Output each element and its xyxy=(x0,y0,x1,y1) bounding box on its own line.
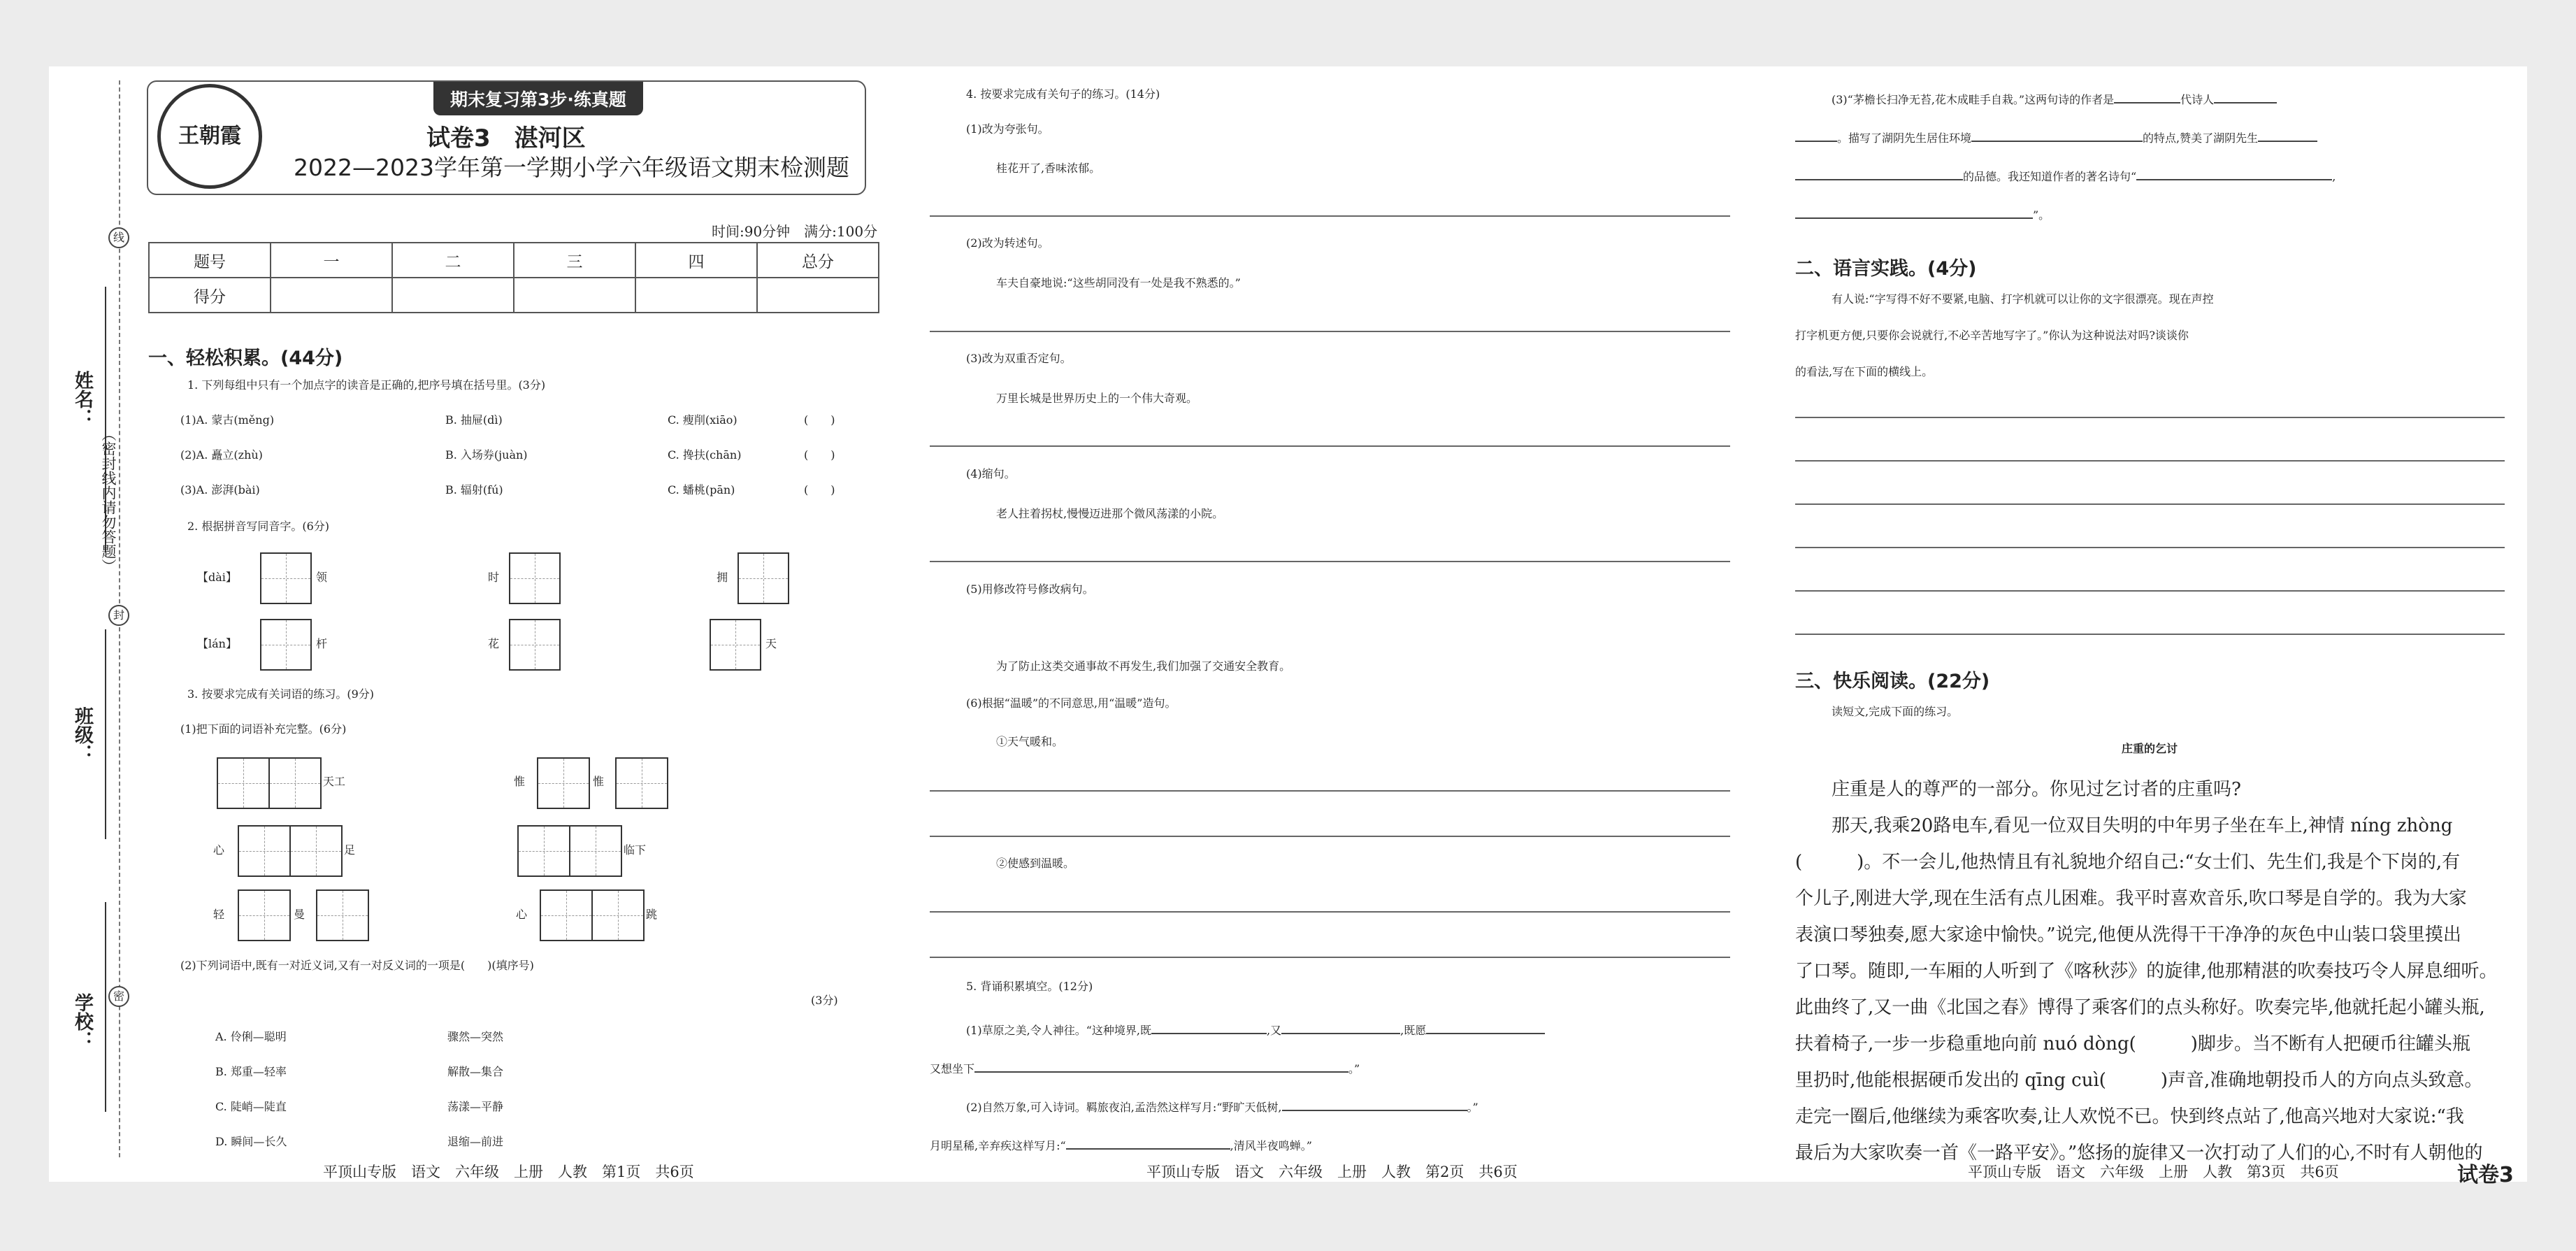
q5-text: ”。 xyxy=(2033,208,2050,222)
fill-blank[interactable] xyxy=(974,1055,1348,1073)
char-box[interactable] xyxy=(260,619,312,671)
char-box[interactable] xyxy=(509,619,561,671)
q4-sentence: 桂花开了,香味浓郁。 xyxy=(996,162,1101,175)
writing-line[interactable] xyxy=(1795,503,2505,505)
q3-prompt: 3. 按要求完成有关词语的练习。(9分) xyxy=(187,687,375,701)
q5-3-line2 xyxy=(1795,124,2317,145)
q5-text: ,又 xyxy=(1267,1024,1282,1037)
seal-mark-secret: 密 xyxy=(108,986,129,1007)
word-hint: 天工 xyxy=(323,775,346,788)
choice-option: 解散—集合 xyxy=(447,1065,504,1078)
q1-answer-blank[interactable]: ( ) xyxy=(804,413,835,427)
header-badge: 期末复习第3步·练真题 xyxy=(433,82,643,115)
seal-note: （密封线内请勿答题） xyxy=(100,427,117,573)
name-label: 姓名： xyxy=(71,371,93,427)
word-hint: 惟 xyxy=(514,775,526,788)
q2-prompt: 2. 根据拼音写同音字。(6分) xyxy=(187,520,330,533)
q5-2-line2 xyxy=(930,1131,1312,1153)
word-box[interactable] xyxy=(569,825,622,877)
q5-text: ,清风半夜鸣蝉。” xyxy=(1230,1139,1312,1152)
fill-blank[interactable] xyxy=(1151,1016,1267,1034)
pinyin-label: 【dài】 xyxy=(197,571,237,584)
writing-line[interactable] xyxy=(1795,547,2505,548)
q5-1-line xyxy=(966,1016,1545,1038)
writing-line[interactable] xyxy=(1795,417,2505,418)
q1-prompt: 1. 下列每组中只有一个加点字的读音是正确的,把序号填在括号里。(3分) xyxy=(187,378,546,392)
char-hint: 时 xyxy=(488,571,500,584)
section-2-text: 打字机更方便,只要你会说就行,不必辛苦地写字了。”你认为这种说法对吗?谈谈你 xyxy=(1795,329,2189,342)
reading-paragraph: 里扔时,他能根据硬币发出的 qīng cuì( )声音,准确地朝投币人的方向点头致意。 xyxy=(1795,1070,2483,1091)
q1-option: (2)A. 矗立(zhù) xyxy=(180,448,263,462)
reading-paragraph: 表演口琴独奏,愿大家途中愉快。”说完,他便从洗得干干净净的灰色中山装口袋里摸出 xyxy=(1795,924,2461,945)
q5-3-line3 xyxy=(1795,162,2336,184)
score-label: 得分 xyxy=(149,278,271,313)
q5-text: 代诗人 xyxy=(2180,93,2215,106)
answer-line[interactable] xyxy=(930,911,1730,913)
q5-text: ,既愿 xyxy=(1400,1024,1427,1037)
word-box[interactable] xyxy=(591,889,645,941)
q4-sub-prompt: (6)根据“温暖”的不同意思,用“温暖”造句。 xyxy=(966,696,1177,710)
q4-sentence: ①天气暖和。 xyxy=(996,735,1064,748)
choice-option: B. 郑重—轻率 xyxy=(215,1065,287,1078)
word-hint: 临下 xyxy=(624,843,647,857)
word-hint: 心 xyxy=(213,843,225,857)
reading-paragraph: 走完一圈后,他继续为乘客吹奏,让人欢悦不已。快到终点站了,他高兴地对大家说:“我 xyxy=(1795,1106,2464,1127)
score-head: 总分 xyxy=(757,243,879,278)
section-2-title: 二、语言实践。(4分) xyxy=(1795,258,1977,280)
q5-prompt: 5. 背诵积累填空。(12分) xyxy=(966,980,1093,993)
q5-text: , xyxy=(2332,170,2336,183)
q5-3-line xyxy=(1832,85,2277,107)
q1-option: C. 瘦削(xiāo) xyxy=(668,413,737,427)
choice-option: D. 瞬间—长久 xyxy=(215,1135,287,1148)
q5-text: 的品德。我还知道作者的著名诗句“ xyxy=(1963,170,2137,183)
reading-paragraph: 此曲终了,又一曲《北国之春》博得了乘客们的点头称好。吹奏完毕,他就托起小罐头瓶, xyxy=(1795,997,2485,1018)
seal-mark-line: 线 xyxy=(108,227,129,248)
reading-paragraph: 了口琴。随即,一车厢的人听到了《喀秋莎》的旋律,他那精湛的吹奏技巧令人屏息细听。 xyxy=(1795,961,2498,982)
q5-text: 。” xyxy=(1467,1101,1478,1114)
score-cell[interactable] xyxy=(635,278,757,313)
char-box[interactable] xyxy=(509,552,561,604)
writing-line[interactable] xyxy=(1795,590,2505,592)
fill-blank[interactable] xyxy=(1282,1093,1467,1111)
word-hint: 跳 xyxy=(646,908,658,921)
writing-line[interactable] xyxy=(1795,634,2505,635)
section-2-text: 有人说:“字写得不好不要紧,电脑、打字机就可以让你的文字很漂亮。现在声控 xyxy=(1832,292,2214,306)
fill-blank[interactable] xyxy=(1795,162,1963,180)
reading-paragraph: 扶着椅子,一步一步稳重地向前 nuó dòng( )脚步。当不断有人把硬币往罐头瓶 xyxy=(1795,1034,2470,1055)
time-score: 时间:90分钟 满分:100分 xyxy=(712,223,878,240)
q3-2-prompt: (2)下列词语中,既有一对近义词,又有一对反义词的一项是( )(填序号) xyxy=(180,959,534,972)
q5-text: 的特点,赞美了湖阴先生 xyxy=(2143,131,2259,145)
q3-2-score: (3分) xyxy=(811,994,838,1007)
q1-answer-blank[interactable]: ( ) xyxy=(804,448,835,462)
char-box[interactable] xyxy=(737,552,789,604)
fill-blank[interactable] xyxy=(2136,162,2332,180)
q1-option: C. 搀扶(chān) xyxy=(668,448,742,462)
fill-blank[interactable] xyxy=(1426,1016,1545,1034)
page-footer: 平顶山专版 语文 六年级 上册 人教 第2页 共6页 xyxy=(1146,1164,1518,1180)
choice-option: A. 伶俐—聪明 xyxy=(215,1030,287,1043)
answer-line[interactable] xyxy=(930,561,1730,562)
fill-blank[interactable] xyxy=(2214,85,2277,103)
word-box[interactable] xyxy=(517,825,570,877)
q5-text: (3)“茅檐长扫净无苔,花木成畦手自栽。”这两句诗的作者是 xyxy=(1832,93,2115,106)
q5-text: (1)草原之美,令人神往。“这种境界,既 xyxy=(966,1024,1152,1037)
reading-title: 庄重的乞讨 xyxy=(2122,742,2178,755)
reading-paragraph: 那天,我乘20路电车,看见一位双目失明的中年男子坐在车上,神情 níng zhòng xyxy=(1832,815,2453,836)
brand-logo: 王朝霞 xyxy=(157,84,262,189)
word-hint: 轻 xyxy=(213,908,225,921)
fill-blank[interactable] xyxy=(1281,1016,1400,1034)
q1-option: B. 入场券(juàn) xyxy=(445,448,528,462)
fill-blank[interactable] xyxy=(1795,201,2033,219)
char-hint: 天 xyxy=(765,637,777,650)
q4-sub-prompt: (1)改为夸张句。 xyxy=(966,122,1049,136)
reading-paragraph: ( )。不一会儿,他热情且有礼貌地介绍自己:“女士们、先生们,我是个下岗的,有 xyxy=(1795,852,2461,873)
fill-blank[interactable] xyxy=(1971,124,2143,142)
reading-paragraph: 个儿子,刚进大学,现在生活有点儿困难。我平时喜欢音乐,吹口琴是自学的。我为大家 xyxy=(1795,888,2467,909)
section-3-instruction: 读短文,完成下面的练习。 xyxy=(1832,705,1959,718)
class-label: 班级： xyxy=(71,706,93,763)
fill-blank[interactable] xyxy=(1795,124,1837,142)
q1-option: (3)A. 澎湃(bài) xyxy=(180,483,260,496)
q4-sub-prompt: (2)改为转述句。 xyxy=(966,236,1049,250)
q4-sentence: 老人拄着拐杖,慢慢迈进那个微风荡漾的小院。 xyxy=(996,507,1224,520)
fill-blank[interactable] xyxy=(2114,85,2180,103)
q1-option: B. 辐射(fú) xyxy=(445,483,503,496)
char-hint: 花 xyxy=(488,637,500,650)
word-hint: 足 xyxy=(344,843,356,857)
choice-option: 骤然—突然 xyxy=(447,1030,504,1043)
page-footer: 平顶山专版 语文 六年级 上册 人教 第3页 共6页 xyxy=(1968,1164,2339,1180)
q4-sentence: 万里长城是世界历史上的一个伟大奇观。 xyxy=(996,392,1198,405)
seal-mark-seal: 封 xyxy=(108,605,129,626)
section-3-title: 三、快乐阅读。(22分) xyxy=(1795,671,1990,692)
score-head: 一 xyxy=(271,243,392,278)
word-box[interactable] xyxy=(217,757,270,809)
q5-2-line xyxy=(966,1093,1478,1115)
q4-sub-prompt: (4)缩句。 xyxy=(966,467,1016,480)
choice-option: 退缩—前进 xyxy=(447,1135,504,1148)
answer-line[interactable] xyxy=(930,445,1730,447)
score-head: 三 xyxy=(514,243,635,278)
answer-line[interactable] xyxy=(930,790,1730,792)
q5-text: 。” xyxy=(1348,1062,1360,1075)
exam-title: 试卷3 湛河区 xyxy=(426,124,586,152)
word-box[interactable] xyxy=(537,757,590,809)
char-box[interactable] xyxy=(260,552,312,604)
q4-sub-prompt: (5)用修改符号修改病句。 xyxy=(966,582,1094,596)
exam-tag: 试卷3 xyxy=(2457,1163,2514,1187)
q5-text: (2)自然万象,可入诗词。羁旅夜泊,孟浩然这样写月:“野旷天低树, xyxy=(966,1101,1282,1114)
word-box[interactable] xyxy=(615,757,668,809)
choice-option: 荡漾—平静 xyxy=(447,1100,504,1113)
score-cell[interactable] xyxy=(271,278,392,313)
q5-text: 月明星稀,辛弃疾这样写月:“ xyxy=(930,1139,1066,1152)
word-hint: 曼 xyxy=(294,908,305,921)
reading-paragraph: 最后为大家吹奏一首《一路平安》。”悠扬的旋律又一次打动了人们的心,不时有人朝他的 xyxy=(1795,1143,2483,1164)
word-box[interactable] xyxy=(316,889,369,941)
score-table xyxy=(148,242,879,313)
q4-sentence: ②使感到温暖。 xyxy=(996,857,1075,870)
q1-option: (1)A. 蒙古(měng) xyxy=(180,413,275,427)
q4-prompt: 4. 按要求完成有关句子的练习。(14分) xyxy=(966,87,1160,101)
fill-blank[interactable] xyxy=(2258,124,2317,142)
answer-line[interactable] xyxy=(930,957,1730,958)
char-box[interactable] xyxy=(710,619,761,671)
word-hint: 心 xyxy=(516,908,528,921)
word-hint: 惟 xyxy=(593,775,605,788)
pinyin-label: 【lán】 xyxy=(197,637,237,650)
score-cell[interactable] xyxy=(392,278,514,313)
q1-option: C. 蟠桃(pān) xyxy=(668,483,735,496)
answer-line[interactable] xyxy=(930,331,1730,332)
score-head: 二 xyxy=(392,243,514,278)
word-box[interactable] xyxy=(289,825,343,877)
section-2-text: 的看法,写在下面的横线上。 xyxy=(1795,365,1934,378)
q5-text: 又想坐下 xyxy=(930,1062,975,1075)
char-hint: 领 xyxy=(316,571,328,584)
word-box[interactable] xyxy=(238,825,291,877)
page-footer: 平顶山专版 语文 六年级 上册 人教 第1页 共6页 xyxy=(323,1164,694,1180)
writing-line[interactable] xyxy=(1795,460,2505,462)
score-head: 四 xyxy=(635,243,757,278)
exam-subtitle: 2022—2023学年第一学期小学六年级语文期末检测题 xyxy=(294,154,849,181)
q4-sentence: 车夫自豪地说:“这些胡同没有一处是我不熟悉的。” xyxy=(996,276,1241,289)
reading-paragraph: 庄重是人的尊严的一部分。你见过乞讨者的庄重吗? xyxy=(1832,779,2241,800)
char-hint: 拥 xyxy=(717,571,728,584)
q4-sentence: 为了防止这类交通事故不再发生,我们加强了交通安全教育。 xyxy=(996,659,1291,673)
q3-1-prompt: (1)把下面的词语补充完整。(6分) xyxy=(180,722,347,736)
word-box[interactable] xyxy=(540,889,593,941)
q5-text: 。描写了湖阴先生居住环境 xyxy=(1837,131,1972,145)
fill-blank[interactable] xyxy=(1066,1131,1230,1150)
score-cell[interactable] xyxy=(757,278,879,313)
score-cell[interactable] xyxy=(514,278,635,313)
school-label: 学校： xyxy=(71,993,93,1050)
q5-1-line2 xyxy=(930,1055,1360,1076)
answer-line[interactable] xyxy=(930,836,1730,837)
word-box[interactable] xyxy=(268,757,322,809)
score-head: 题号 xyxy=(149,243,271,278)
q1-answer-blank[interactable]: ( ) xyxy=(804,483,835,496)
answer-line[interactable] xyxy=(930,215,1730,217)
school-write-line xyxy=(105,902,106,1112)
q5-3-line4 xyxy=(1795,201,2050,222)
class-write-line xyxy=(105,629,106,839)
section-1-title: 一、轻松积累。(44分) xyxy=(148,348,343,369)
q1-option: B. 抽屉(dì) xyxy=(445,413,503,427)
q4-sub-prompt: (3)改为双重否定句。 xyxy=(966,352,1072,365)
choice-option: C. 陡峭—陡直 xyxy=(215,1100,287,1113)
word-box[interactable] xyxy=(238,889,291,941)
char-hint: 杆 xyxy=(316,637,328,650)
